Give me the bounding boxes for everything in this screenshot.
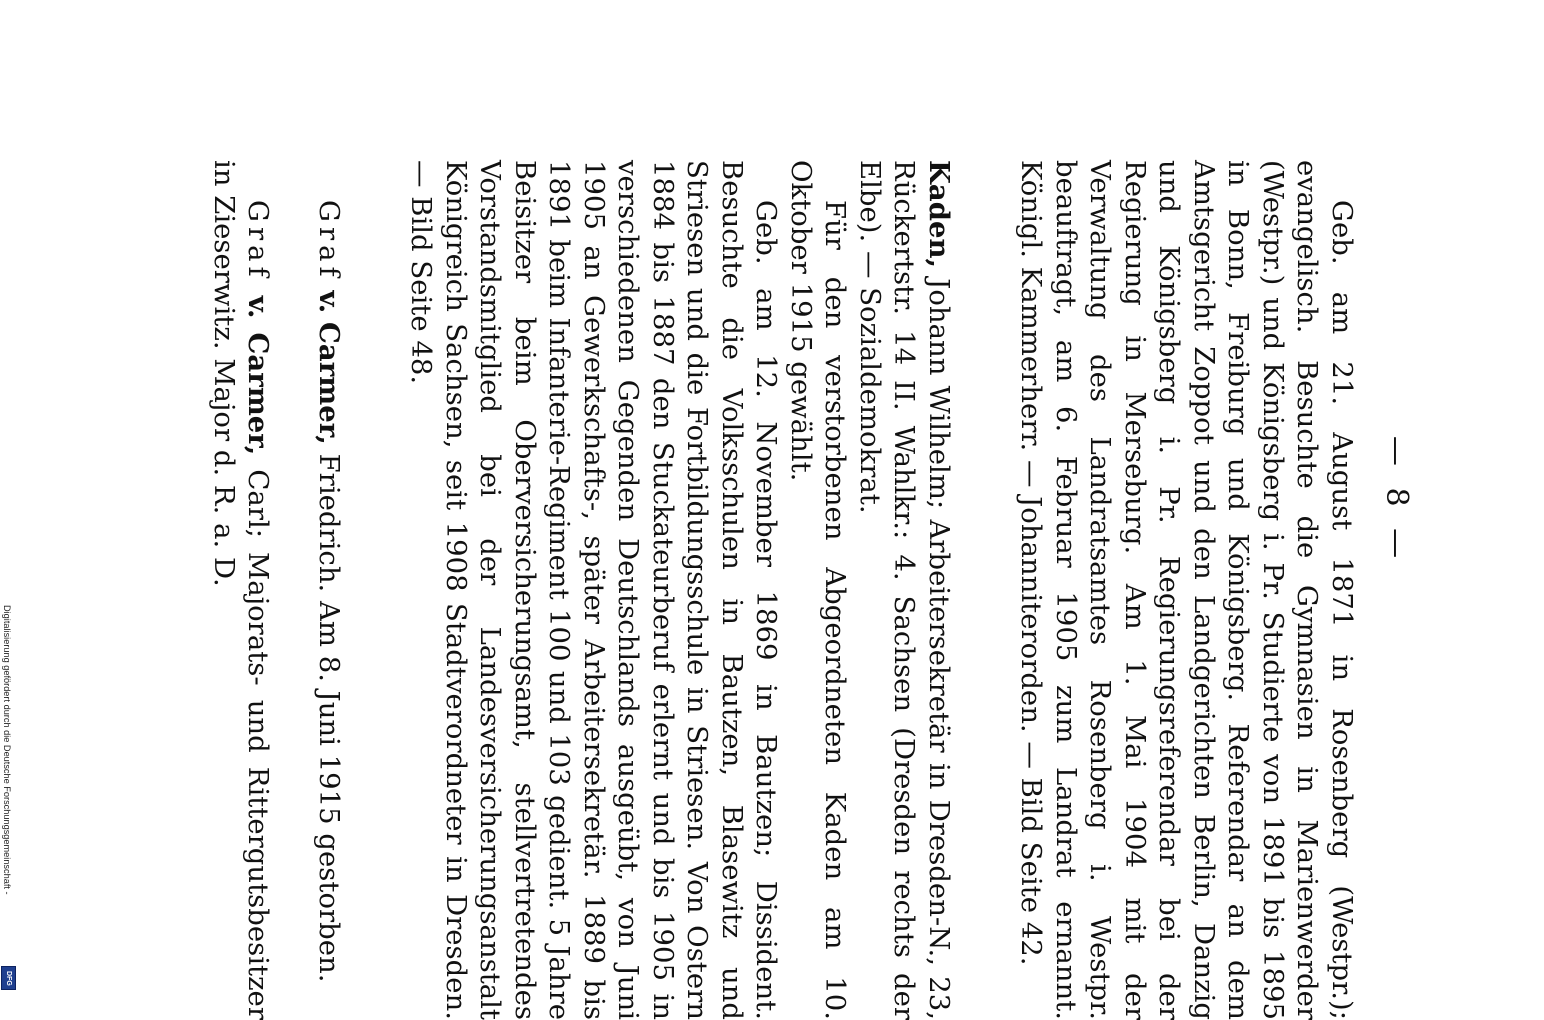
- entry-carmer-friedrich: [312, 160, 347, 1020]
- entry-carmer-friedrich-text: Friedrich. Am 8. Juni 1915 gestorben.: [313, 453, 345, 983]
- entry-kaden-elected-note: Für den verstorbenen Abgeordneten Kaden am 10. Oktober 1915 gewählt.: [785, 160, 852, 1020]
- entry-kaden-heading: [853, 160, 957, 1020]
- entry-carmer-carl-surname: Carmer,: [242, 332, 275, 456]
- dfg-logo-icon: DFG: [1, 966, 16, 990]
- entry-carmer-carl-title: Graf: [242, 200, 275, 282]
- entry-continuation-paragraph: Geb. am 21. August 1871 in Rosenberg (Westpr.); evangelisch. Besuchte die Gymnasien in Marienwerder (Westpr.) und Königsberg i. Pr. Studierte von 1891 bis 1895 in Bonn, Freiburg und Königsberg. Referendar an dem Amtsgericht Zoppot und den Landgerichten Berlin, Danzig und Königsberg i. Pr. Regierungsreferendar bei der Regierung in Merseburg. Am 1. Mai 1904 mit der Verwaltung des Landratsamtes Rosenberg i. Westpr. beauftragt, am 6. Februar 1905 zum Landrat ernannt. Königl. Kammerherr. — Johanniterorden. — Bild Seite 42.: [1015, 160, 1358, 1020]
- page-number: — 8 —: [1379, 435, 1414, 565]
- entry-kaden-biography: Geb. am 12. November 1869 in Bautzen; Dissident. Besuchte die Volksschulen in Bautzen, Blasewitz und Striesen und die Fortbildungsschule in Striesen. Von Ostern 1884 bis 1887 den Stuckateurberuf erlernt und bis 1905 in verschiedenen Gegenden Deutschlands ausgeübt, von Juni 1905 an Gewerkschafts-, später Arbeitersekretär. 1889 bis 1891 beim Infanterie-Regiment 100 und 103 gedient. 5 Jahre Beisitzer beim Oberversicherungsamt, stellvertretendes Vorstandsmitglied bei der Landesversicherungsanstalt Königreich Sachsen, seit 1908 Stadtverordneter in Dresden. — Bild Seite 48.: [405, 160, 783, 1020]
- digitization-credit: [0, 605, 16, 997]
- entry-carmer-friedrich-title: Graf: [313, 200, 345, 282]
- entry-carmer-carl-particle: v.: [242, 295, 275, 319]
- entry-kaden-details: Johann Wilhelm; Arbeitersekretär in Dresden-N., 23, Rückertstr. 14 II. Wahlkr.: 4. Sachsen (Dresden rechts der Elbe). — Sozialdemokrat.: [854, 160, 955, 1020]
- entry-carmer-carl-text: Carl; Majorats- und Rittergutsbesitzer in Zieserwitz. Major d. R. a. D.: [208, 160, 275, 1020]
- entry-carmer-friedrich-particle: v.: [313, 290, 345, 314]
- credit-text: Digitalisierung gefördert durch die Deutsche Forschungsgemeinschaft -: [2, 605, 12, 895]
- entry-kaden-surname: Kaden,: [923, 160, 955, 269]
- entry-carmer-carl: [207, 160, 276, 1020]
- text-column: [207, 160, 1360, 1020]
- entry-carmer-friedrich-surname: Carmer,: [313, 321, 345, 445]
